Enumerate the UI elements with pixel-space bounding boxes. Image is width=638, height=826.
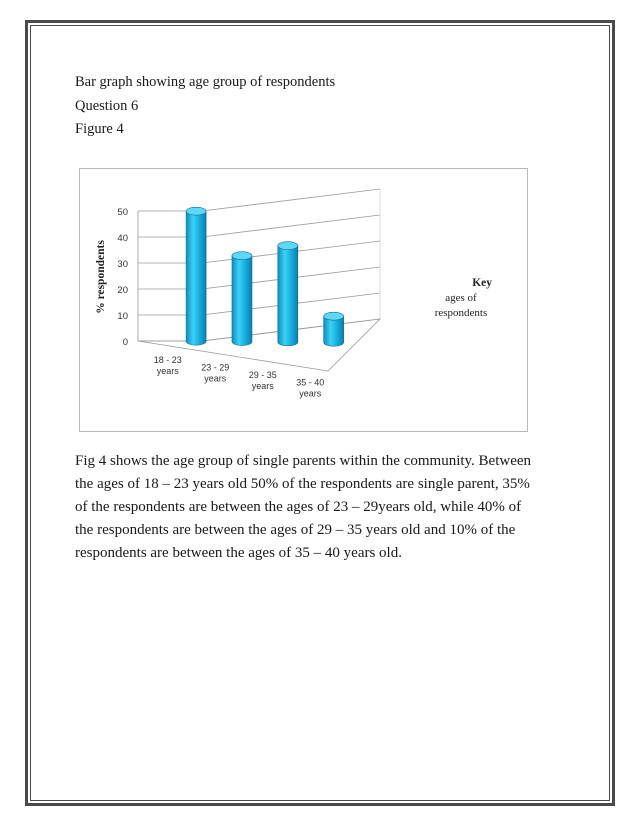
bar-top — [232, 252, 252, 260]
gridline — [138, 215, 380, 237]
y-tick-label: 40 — [117, 233, 128, 244]
paragraph-line: of the respondents are between the ages of 23 – 29years old, while 40% of — [75, 499, 522, 515]
paragraph-line: respondents are between the ages of 35 – 40 years old. — [75, 545, 402, 561]
x-tick-label: 35 - 40 — [296, 377, 325, 388]
y-tick-label: 50 — [117, 207, 128, 218]
legend-label-line-2: respondents — [434, 307, 488, 319]
bar-chart — [80, 169, 527, 431]
paragraph-line: the respondents are between the ages of 29 – 35 years old and 10% of the — [75, 522, 516, 538]
x-tick-label: years — [204, 373, 227, 384]
gridline — [138, 189, 380, 211]
y-tick-label: 20 — [117, 285, 128, 296]
x-tick-label: 29 - 35 — [248, 369, 277, 380]
y-tick-label: 0 — [122, 337, 128, 348]
bar — [232, 256, 252, 346]
gridline — [138, 241, 380, 263]
question-label: Question 6 — [75, 98, 139, 114]
figure-label: Figure 4 — [75, 121, 124, 137]
body-paragraph — [75, 450, 567, 565]
y-axis-label: % respondents — [95, 240, 107, 314]
legend-title: Key — [472, 277, 492, 289]
gridline — [138, 267, 380, 289]
y-tick-label: 30 — [117, 259, 128, 270]
x-tick-label: years — [299, 388, 322, 399]
x-tick-label: years — [156, 365, 179, 376]
bar-top — [186, 207, 206, 215]
gridline — [138, 293, 380, 315]
chart-frame — [79, 168, 528, 432]
paragraph-line: the ages of 18 – 23 years old 50% of the respondents are single parent, 35% — [75, 476, 530, 492]
x-tick-label: 18 - 23 — [153, 354, 182, 365]
legend-label-line-1: ages of — [445, 292, 477, 304]
bar-top — [324, 312, 344, 320]
x-tick-label: 23 - 29 — [201, 362, 230, 373]
bar-top — [278, 242, 298, 250]
y-tick-label: 10 — [117, 311, 128, 322]
figure-caption: Bar graph showing age group of respondents — [75, 74, 336, 90]
bar — [324, 316, 344, 346]
bar — [278, 246, 298, 346]
x-tick-label: years — [251, 380, 274, 391]
paragraph-line: Fig 4 shows the age group of single parents within the community. Between — [75, 453, 532, 469]
bar — [186, 211, 206, 345]
